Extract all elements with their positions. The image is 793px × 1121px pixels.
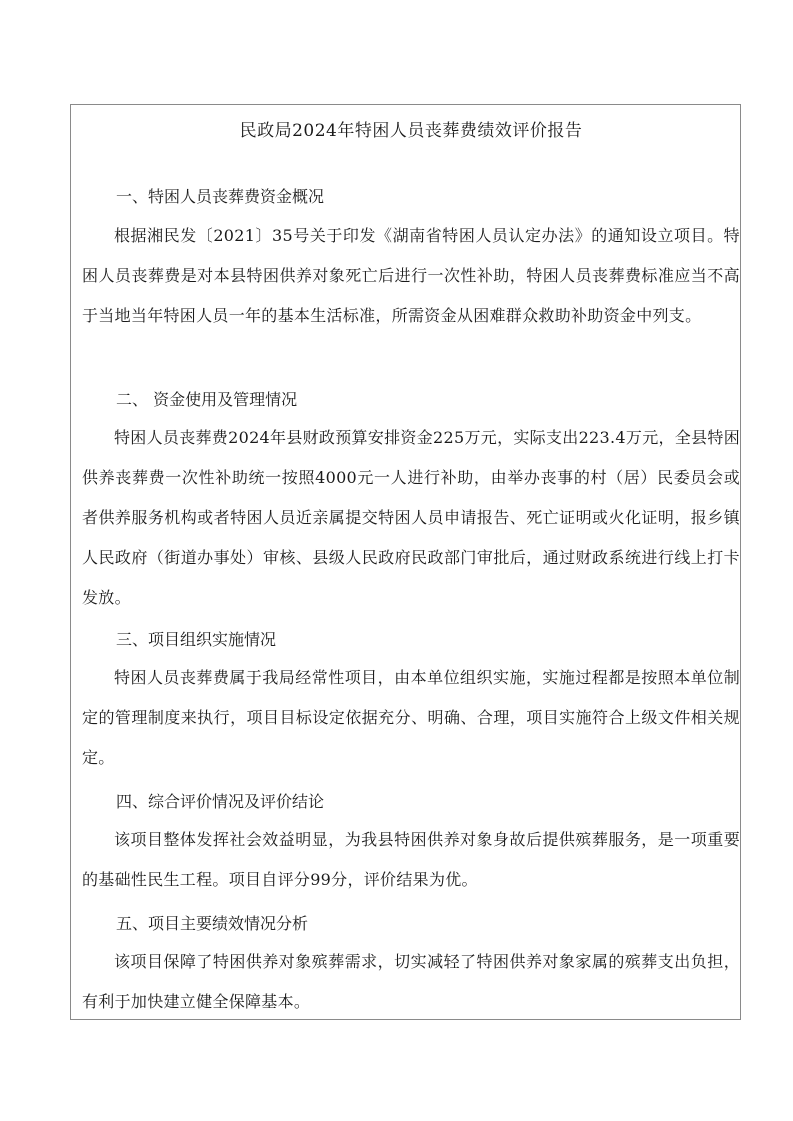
section-2-body: 特困人员丧葬费2024年县财政预算安排资金225万元，实际支出223.4万元，全县特困供养丧葬费一次性补助统一按照4000元一人进行补助，由举办丧事的村（居）民委员会或者供养服务机构或者特困人员近亲属提交特困人员申请报告、死亡证明或火化证明，报乡镇人民政府（街道办事处）审核、县级人民政府民政部门审批后，通过财政系统进行线上打卡发放。 bbox=[82, 428, 740, 607]
section-4-body: 该项目整体发挥社会效益明显，为我县特困供养对象身故后提供殡葬服务，是一项重要的基础性民生工程。项目自评分99分，评价结果为优。 bbox=[82, 830, 740, 889]
section-1-heading: 一、特困人员丧葬费资金概况 bbox=[116, 187, 325, 206]
section-3-heading: 三、项目组织实施情况 bbox=[116, 630, 277, 649]
section-2-heading: 二、 资金使用及管理情况 bbox=[116, 390, 298, 409]
section-5-heading: 五、项目主要绩效情况分析 bbox=[116, 914, 309, 933]
section-3-body: 特困人员丧葬费属于我局经常性项目，由本单位组织实施，实施过程都是按照本单位制定的管理制度来执行，项目目标设定依据充分、明确、合理，项目实施符合上级文件相关规定。 bbox=[82, 668, 740, 767]
section-5-body: 该项目保障了特困供养对象殡葬需求，切实减轻了特困供养对象家属的殡葬支出负担，有利于加快建立健全保障基本。 bbox=[82, 952, 740, 1011]
section-4-heading: 四、综合评价情况及评价结论 bbox=[116, 792, 325, 811]
report-title: 民政局2024年特困人员丧葬费绩效评价报告 bbox=[239, 121, 583, 141]
section-1-body: 根据湘民发〔2021〕35号关于印发《湖南省特困人员认定办法》的通知设立项目。特困人员丧葬费是对本县特困供养对象死亡后进行一次性补助，特困人员丧葬费标准应当不高于当地当年特困人员一年的基本生活标准，所需资金从困难群众救助补助资金中列支。 bbox=[82, 226, 740, 325]
